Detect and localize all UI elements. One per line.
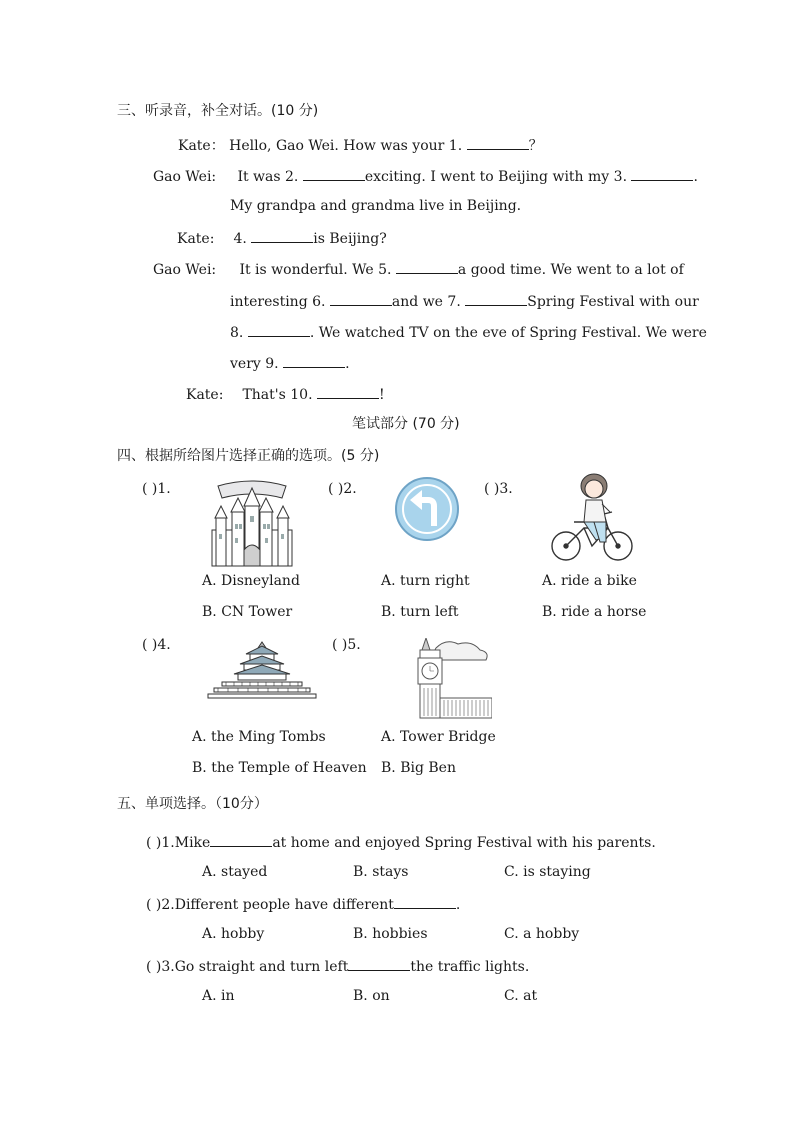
girl-riding-bike-icon bbox=[550, 472, 636, 564]
option-b-4[interactable]: B. the Temple of Heaven bbox=[192, 760, 367, 776]
question-2 bbox=[146, 894, 460, 914]
option-b[interactable]: B. hobbies bbox=[353, 926, 428, 942]
speaker-label: Kate： bbox=[178, 138, 225, 154]
answer-blank-10[interactable] bbox=[317, 384, 379, 399]
answer-blank-1[interactable] bbox=[467, 135, 529, 150]
option-a-3[interactable]: A. ride a bike bbox=[542, 573, 637, 589]
item-number-4[interactable]: ( )4. bbox=[142, 637, 171, 653]
option-b[interactable]: B. on bbox=[353, 988, 390, 1004]
option-b-2[interactable]: B. turn left bbox=[381, 604, 459, 620]
question-text: the traffic lights. bbox=[410, 959, 530, 975]
dialogue-line-4 bbox=[177, 228, 387, 248]
dialogue-line-6 bbox=[230, 291, 699, 311]
line-text: . We watched TV on the eve of Spring Festival. We were bbox=[309, 325, 707, 341]
big-ben-icon bbox=[400, 638, 492, 720]
section5-title: 五、单项选择。（10分） bbox=[117, 796, 268, 812]
answer-blank-3[interactable] bbox=[631, 166, 693, 181]
line-text: That's 10. bbox=[242, 387, 313, 403]
line-text: ! bbox=[378, 387, 385, 403]
question-blank-1[interactable] bbox=[210, 832, 272, 847]
dialogue-line-9 bbox=[186, 384, 385, 404]
dialogue-line-3: My grandpa and grandma live in Beijing. bbox=[230, 198, 522, 214]
dialogue-line-1 bbox=[178, 135, 543, 155]
line-text: . bbox=[345, 356, 350, 372]
answer-blank-6[interactable] bbox=[330, 291, 392, 306]
line-text: It is wonderful. We 5. bbox=[239, 262, 392, 278]
written-part-heading: 笔试部分 (70 分) bbox=[352, 416, 460, 432]
option-c[interactable]: C. at bbox=[504, 988, 538, 1004]
question-text: Go straight and turn left bbox=[174, 959, 349, 975]
line-text: very 9. bbox=[230, 356, 279, 372]
option-a-2[interactable]: A. turn right bbox=[381, 573, 470, 589]
option-a-1[interactable]: A. Disneyland bbox=[202, 573, 300, 589]
answer-blank-8[interactable] bbox=[248, 322, 310, 337]
item-number-3[interactable]: ( )3. bbox=[484, 481, 513, 497]
question-blank-3[interactable] bbox=[348, 956, 410, 971]
castle-icon bbox=[204, 478, 300, 568]
option-a[interactable]: A. stayed bbox=[202, 864, 268, 880]
option-a[interactable]: A. hobby bbox=[202, 926, 265, 942]
section3-title: 三、听录音，补全对话。(10 分) bbox=[117, 103, 319, 119]
option-a-5[interactable]: A. Tower Bridge bbox=[381, 729, 496, 745]
option-c[interactable]: C. is staying bbox=[504, 864, 591, 880]
question-text: Different people have different bbox=[174, 897, 394, 913]
line-text: ？ bbox=[528, 138, 543, 154]
option-c[interactable]: C. a hobby bbox=[504, 926, 580, 942]
item-number-5[interactable]: ( )5. bbox=[332, 637, 361, 653]
item-number-2[interactable]: ( )2. bbox=[328, 481, 357, 497]
option-b[interactable]: B. stays bbox=[353, 864, 409, 880]
question-text: . bbox=[455, 897, 461, 913]
answer-blank-5[interactable] bbox=[396, 259, 458, 274]
line-text: Spring Festival with our bbox=[527, 294, 699, 310]
turn-left-sign-icon bbox=[394, 476, 460, 542]
speaker-label: Gao Wei: bbox=[153, 169, 217, 185]
line-text: exciting. I went to Beijing with my 3. bbox=[364, 169, 628, 185]
dialogue-line-8 bbox=[230, 353, 350, 373]
question-blank-2[interactable] bbox=[394, 894, 456, 909]
dialogue-line-7 bbox=[230, 322, 707, 342]
line-text: and we 7. bbox=[391, 294, 461, 310]
option-a[interactable]: A. in bbox=[202, 988, 235, 1004]
line-text: is Beijing? bbox=[313, 231, 387, 247]
line-text: 4. bbox=[233, 231, 247, 247]
line-text: Hello, Gao Wei. How was your 1. bbox=[229, 138, 463, 154]
question-number[interactable]: ( )3. bbox=[146, 959, 175, 975]
answer-blank-9[interactable] bbox=[283, 353, 345, 368]
option-b-1[interactable]: B. CN Tower bbox=[202, 604, 293, 620]
question-number[interactable]: ( )2. bbox=[146, 897, 175, 913]
answer-blank-2[interactable] bbox=[303, 166, 365, 181]
dialogue-line-2 bbox=[153, 166, 698, 186]
line-text: interesting 6. bbox=[230, 294, 326, 310]
line-text: . bbox=[693, 169, 698, 185]
question-1 bbox=[146, 832, 656, 852]
speaker-label: Kate: bbox=[186, 387, 224, 403]
line-text: a good time. We went to a lot of bbox=[457, 262, 684, 278]
option-b-3[interactable]: B. ride a horse bbox=[542, 604, 647, 620]
line-text: 8. bbox=[230, 325, 244, 341]
answer-blank-4[interactable] bbox=[251, 228, 313, 243]
answer-blank-7[interactable] bbox=[465, 291, 527, 306]
question-number[interactable]: ( )1. bbox=[146, 835, 175, 851]
section4-title: 四、根据所给图片选择正确的选项。(5 分) bbox=[117, 448, 380, 464]
speaker-label: Gao Wei: bbox=[153, 262, 217, 278]
option-b-5[interactable]: B. Big Ben bbox=[381, 760, 456, 776]
question-text: at home and enjoyed Spring Festival with his parents. bbox=[272, 835, 656, 851]
speaker-label: Kate: bbox=[177, 231, 215, 247]
line-text: It was 2. bbox=[237, 169, 299, 185]
question-text: Mike bbox=[174, 835, 211, 851]
item-number-1[interactable]: ( )1. bbox=[142, 481, 171, 497]
temple-of-heaven-icon bbox=[206, 640, 318, 700]
dialogue-line-5 bbox=[153, 259, 684, 279]
question-3 bbox=[146, 956, 529, 976]
option-a-4[interactable]: A. the Ming Tombs bbox=[192, 729, 326, 745]
